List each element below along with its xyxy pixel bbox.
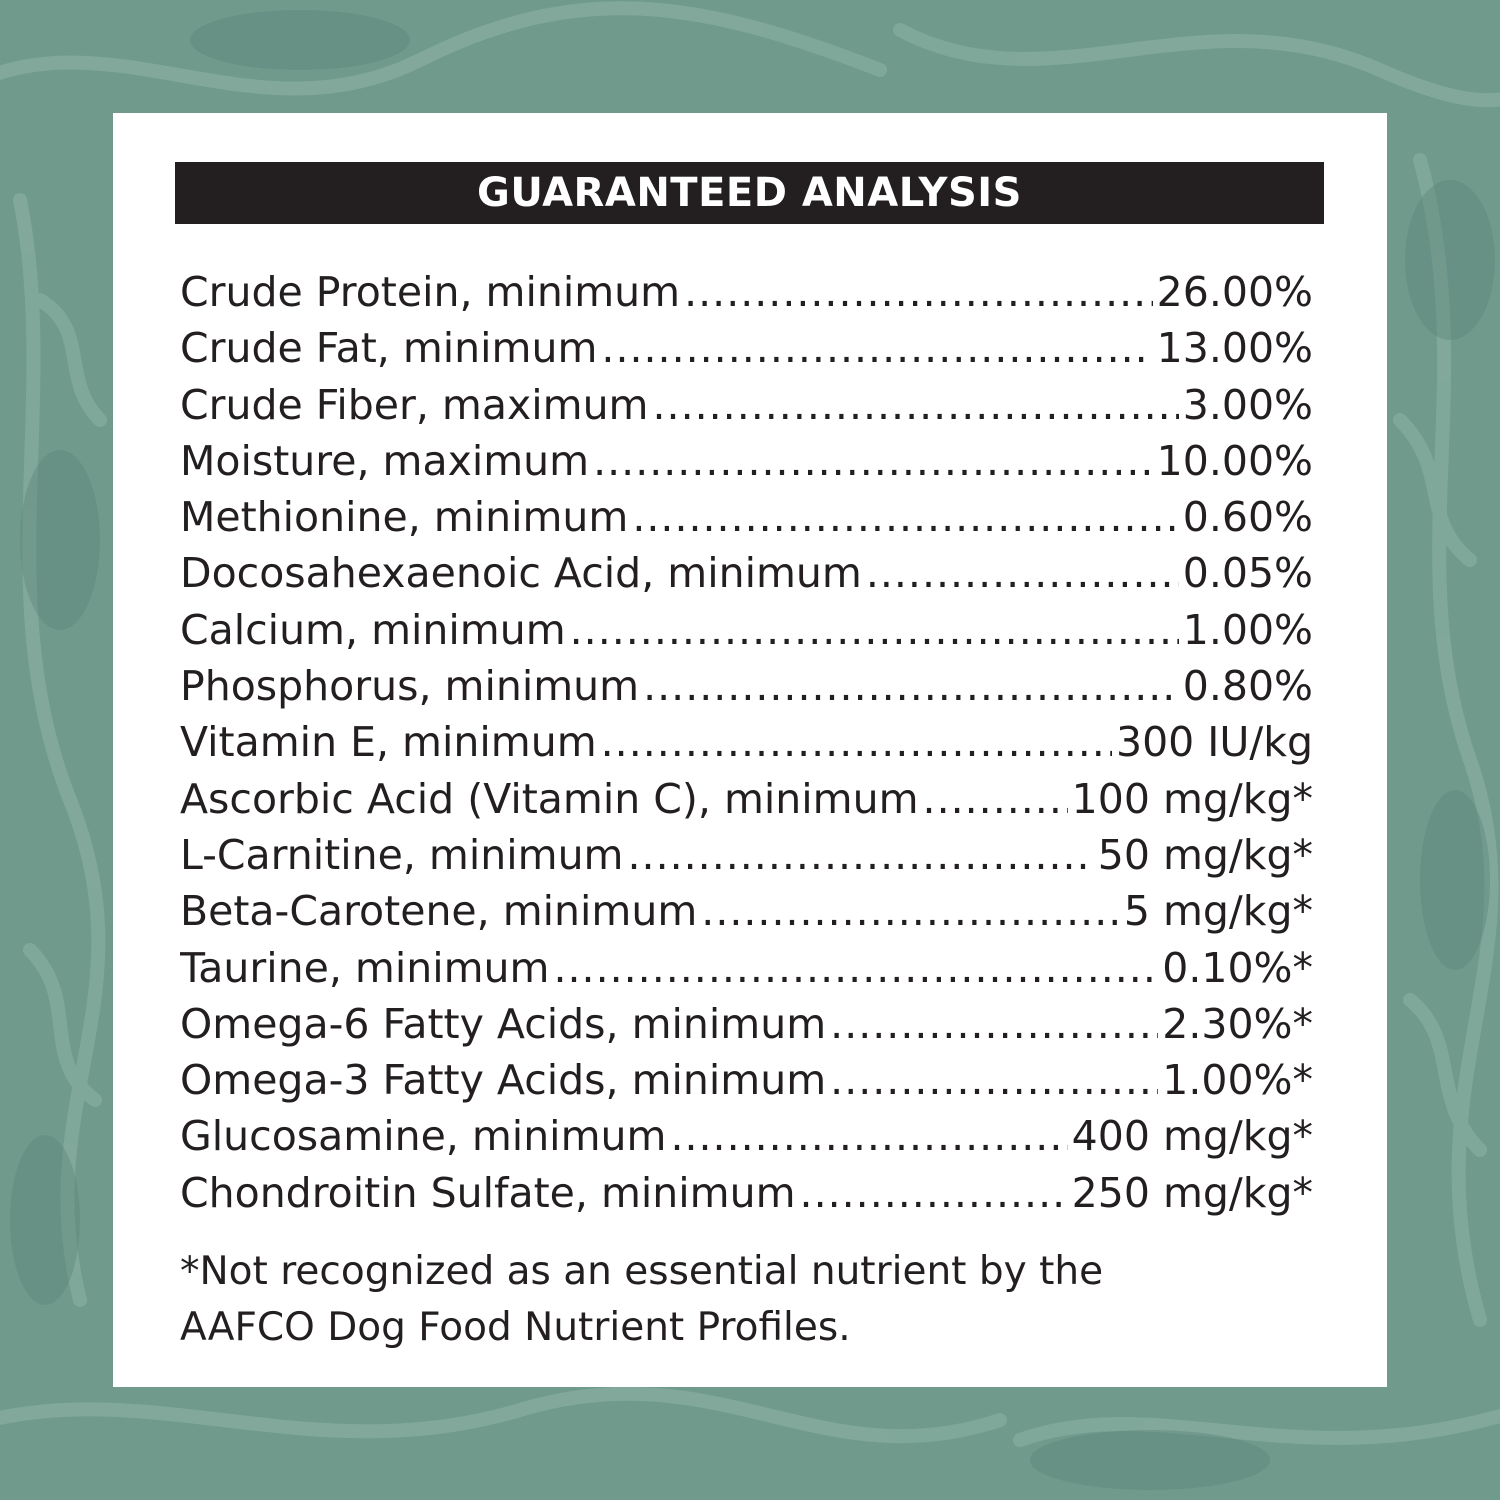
nutrient-label: Crude Fat, minimum bbox=[180, 324, 598, 373]
footnote-line-2: AAFCO Dog Food Nutrient Profiles. bbox=[180, 1305, 851, 1350]
dot-leader bbox=[830, 1052, 1158, 1108]
nutrient-row bbox=[180, 771, 1313, 827]
dot-leader bbox=[701, 883, 1120, 939]
dot-leader bbox=[601, 320, 1152, 376]
nutrient-label: Methionine, minimum bbox=[180, 493, 629, 542]
dot-leader bbox=[684, 264, 1153, 320]
footnote-line-1: *Not recognized as an essential nutrient by the bbox=[180, 1249, 1104, 1294]
nutrient-row bbox=[180, 1052, 1313, 1108]
dot-leader bbox=[670, 1108, 1067, 1164]
dot-leader bbox=[628, 827, 1094, 883]
nutrient-list bbox=[180, 264, 1313, 1221]
nutrient-label: Crude Fiber, maximum bbox=[180, 380, 649, 429]
nutrient-row bbox=[180, 940, 1313, 996]
dot-leader bbox=[593, 433, 1153, 489]
nutrient-row bbox=[180, 1165, 1313, 1221]
nutrient-value: 26.00% bbox=[1156, 268, 1313, 316]
nutrient-value: 400 mg/kg* bbox=[1071, 1112, 1313, 1161]
dot-leader bbox=[800, 1165, 1068, 1221]
nutrient-row bbox=[180, 320, 1313, 376]
nutrient-value: 5 mg/kg* bbox=[1123, 887, 1313, 936]
nutrient-row bbox=[180, 602, 1313, 658]
nutrient-label: L-Carnitine, minimum bbox=[180, 830, 624, 879]
dot-leader bbox=[643, 658, 1179, 714]
footnote bbox=[180, 1244, 1313, 1356]
nutrient-row bbox=[180, 827, 1313, 883]
nutrient-label: Docosahexaenoic Acid, minimum bbox=[180, 549, 862, 598]
nutrient-row bbox=[180, 658, 1313, 714]
nutrient-value: 0.10%* bbox=[1162, 943, 1313, 992]
nutrient-value: 0.80% bbox=[1182, 662, 1313, 711]
nutrient-label: Crude Protein, minimum bbox=[180, 268, 681, 316]
dot-leader bbox=[553, 940, 1158, 996]
nutrient-label: Chondroitin Sulfate, minimum bbox=[180, 1168, 796, 1217]
nutrient-row bbox=[180, 714, 1313, 770]
dot-leader bbox=[830, 996, 1158, 1052]
nutrient-value: 0.05% bbox=[1182, 549, 1313, 598]
dot-leader bbox=[653, 377, 1179, 433]
nutrient-row bbox=[180, 996, 1313, 1052]
nutrient-value: 250 mg/kg* bbox=[1071, 1168, 1313, 1217]
section-title: GUARANTEED ANALYSIS bbox=[175, 162, 1324, 224]
nutrient-value: 10.00% bbox=[1156, 436, 1313, 485]
nutrient-label: Phosphorus, minimum bbox=[180, 662, 640, 711]
nutrient-value: 300 IU/kg bbox=[1116, 718, 1313, 767]
dot-leader bbox=[866, 545, 1179, 601]
dot-leader bbox=[632, 489, 1178, 545]
nutrient-label: Vitamin E, minimum bbox=[180, 718, 597, 767]
nutrient-label: Ascorbic Acid (Vitamin C), minimum bbox=[180, 774, 919, 823]
nutrient-value: 13.00% bbox=[1156, 324, 1313, 373]
nutrient-label: Omega-6 Fatty Acids, minimum bbox=[180, 999, 827, 1048]
nutrient-label: Moisture, maximum bbox=[180, 436, 590, 485]
dot-leader bbox=[570, 602, 1179, 658]
nutrient-row bbox=[180, 433, 1313, 489]
nutrient-row bbox=[180, 489, 1313, 545]
dot-leader bbox=[923, 771, 1068, 827]
nutrient-row bbox=[180, 264, 1313, 320]
nutrient-label: Taurine, minimum bbox=[180, 943, 550, 992]
nutrient-row bbox=[180, 1108, 1313, 1164]
nutrient-value: 50 mg/kg* bbox=[1097, 830, 1313, 879]
dot-leader bbox=[601, 714, 1112, 770]
nutrient-label: Glucosamine, minimum bbox=[180, 1112, 667, 1161]
nutrient-value: 1.00%* bbox=[1162, 1056, 1313, 1105]
nutrient-label: Omega-3 Fatty Acids, minimum bbox=[180, 1056, 827, 1105]
nutrient-label: Calcium, minimum bbox=[180, 605, 566, 654]
nutrient-row bbox=[180, 883, 1313, 939]
nutrient-value: 3.00% bbox=[1182, 380, 1313, 429]
nutrient-value: 0.60% bbox=[1182, 493, 1313, 542]
nutrient-row bbox=[180, 377, 1313, 433]
nutrient-row bbox=[180, 545, 1313, 601]
nutrient-value: 1.00% bbox=[1182, 605, 1313, 654]
nutrient-value: 2.30%* bbox=[1162, 999, 1313, 1048]
guaranteed-analysis-card bbox=[113, 113, 1387, 1387]
nutrient-label: Beta-Carotene, minimum bbox=[180, 887, 698, 936]
nutrient-value: 100 mg/kg* bbox=[1071, 774, 1313, 823]
